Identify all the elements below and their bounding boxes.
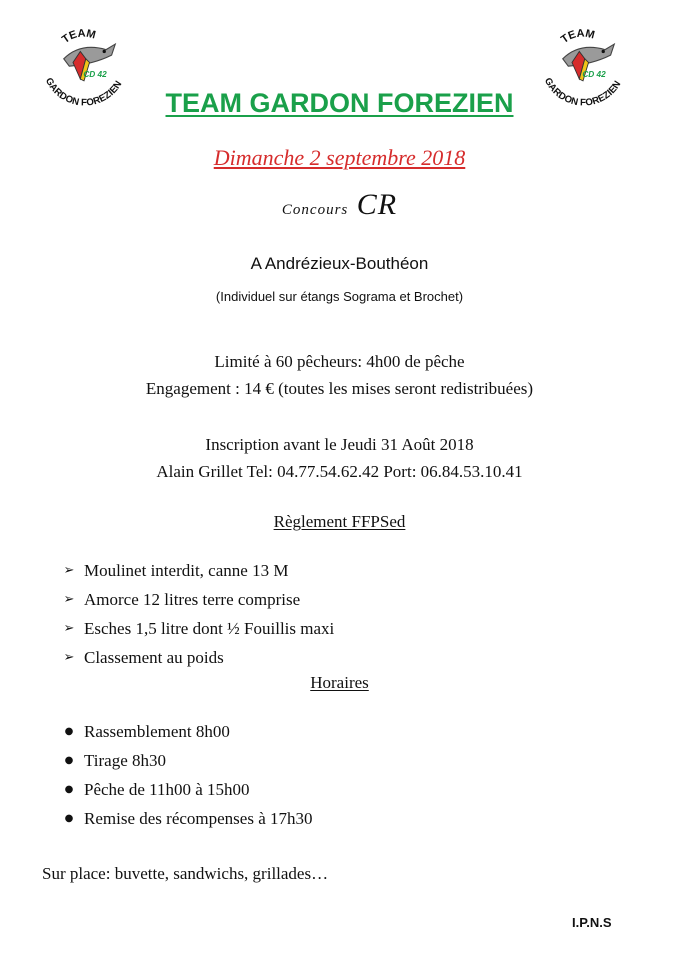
event-location-detail: (Individuel sur étangs Sograma et Brochet) (215, 289, 464, 304)
onsite-services: Sur place: buvette, sandwichs, grillades… (42, 864, 329, 883)
logo-top-text: TEAM (558, 27, 596, 46)
schedule-text: Rassemblement 8h00 (84, 722, 230, 741)
event-name (0, 188, 679, 222)
arrow-bullet-icon: ➢ (63, 563, 75, 578)
participant-limit: Limité à 60 pêcheurs: 4h00 de pêche (214, 352, 465, 371)
logo-bottom-text: GARDON FOREZIEN (541, 76, 624, 109)
logo-badge-text: CD 42 (582, 70, 606, 80)
rule-text: Esches 1,5 litre dont ½ Fouillis maxi (84, 619, 335, 638)
dot-bullet-icon: ● (64, 784, 74, 795)
arrow-bullet-icon: ➢ (63, 592, 75, 607)
arrow-bullet-icon: ➢ (63, 621, 75, 636)
fish-eye-icon (602, 50, 605, 53)
rules-heading: Règlement FFPSed (273, 512, 406, 531)
footer-ipns: I.P.N.S (572, 915, 612, 930)
registration-contact: Alain Grillet Tel: 04.77.54.62.42 Port: 06.84.53.10.41 (156, 462, 523, 481)
logo-bottom-text: GARDON FOREZIEN (42, 76, 125, 109)
event-location: A Andrézieux-Bouthéon (250, 254, 429, 273)
rule-text: Moulinet interdit, canne 13 M (84, 561, 289, 580)
logo-badge-text: CD 42 (83, 70, 107, 80)
schedule-heading: Horaires (310, 673, 369, 692)
dot-bullet-icon: ● (64, 755, 74, 766)
dot-bullet-icon: ● (64, 813, 74, 824)
schedule-text: Tirage 8h30 (84, 751, 167, 770)
schedule-text: Remise des récompenses à 17h30 (84, 809, 313, 828)
page-title: TEAM GARDON FOREZIEN (165, 88, 514, 118)
fish-eye-icon (103, 50, 106, 53)
schedule-text: Pêche de 11h00 à 15h00 (84, 780, 250, 799)
registration-deadline: Inscription avant le Jeudi 31 Août 2018 (205, 435, 474, 454)
rule-text: Classement au poids (84, 648, 224, 667)
event-name-big: CR (348, 188, 398, 221)
entry-fee: Engagement : 14 € (toutes les mises seront redistribuées) (145, 379, 534, 398)
arrow-bullet-icon: ➢ (63, 650, 75, 665)
logo-top-text: TEAM (59, 27, 97, 46)
dot-bullet-icon: ● (64, 726, 74, 737)
rule-text: Amorce 12 litres terre comprise (84, 590, 301, 609)
event-date: Dimanche 2 septembre 2018 (213, 145, 466, 170)
event-name-small: Concours (281, 202, 349, 218)
